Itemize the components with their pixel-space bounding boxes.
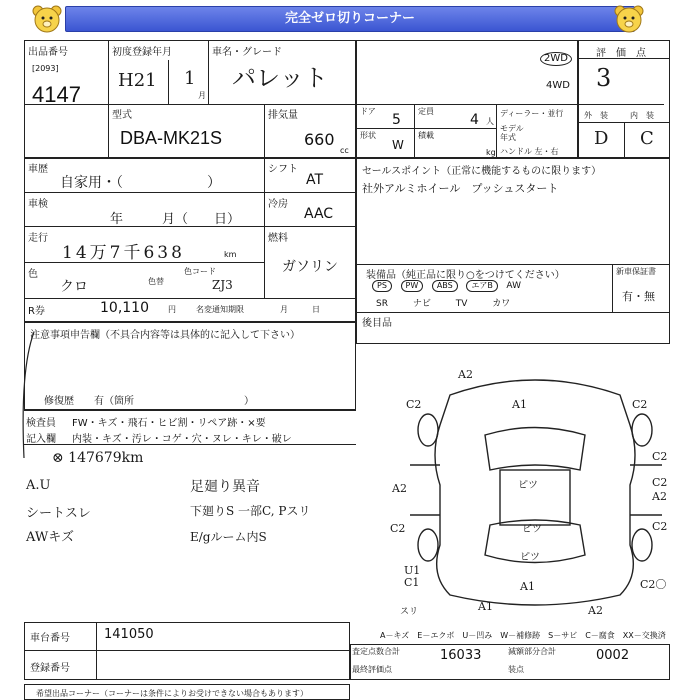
equipment-row-2: SR ナビ TV カワ	[376, 299, 511, 309]
chassis-label: 車台番号	[30, 633, 70, 644]
color-swap-label: 色替	[148, 277, 164, 286]
doors-shape-label: 形状	[360, 131, 376, 140]
type-label: 型式	[112, 110, 132, 121]
registration-label: 初度登録年月	[112, 47, 172, 58]
bear-mascot-icon	[30, 3, 64, 37]
rating-int: C	[640, 128, 654, 149]
model-label: 車名・グレード	[212, 47, 282, 58]
registration-year: H21	[118, 70, 157, 91]
mark-c2-tr: C2	[632, 398, 648, 411]
inspector-label-2: 記入欄	[26, 434, 56, 445]
displacement-label: 排気量	[268, 110, 298, 121]
mark-pitsu-1: ピツ	[518, 480, 538, 491]
valuation-label-3: 最終評価点	[352, 665, 392, 674]
mark-c2-b: C2〇	[640, 578, 667, 591]
warranty-label: 新車保証書	[616, 267, 656, 276]
recycle-notice-label: 名変通知期限	[196, 305, 244, 314]
dealer-handle: ハンドル 左・右	[500, 147, 559, 156]
bear-mascot-icon	[612, 3, 646, 37]
mark-pitsu-2: ピツ	[522, 524, 542, 535]
sales-points-text: 社外アルミホイール プッシュスタート	[362, 182, 559, 195]
mark-a1-top: A1	[512, 398, 527, 411]
warranty-value: 有・無	[622, 290, 655, 303]
aircon-label: 冷房	[268, 199, 288, 210]
lot-number: 4147	[32, 82, 81, 107]
color-label: 色	[28, 269, 38, 280]
registration-month: 1	[184, 68, 196, 89]
inspector-row-2: 内装・キズ・汚レ・コゲ・穴・ヌレ・キレ・破レ	[72, 434, 292, 445]
hw-left-3: AWキズ	[26, 530, 74, 545]
valuation-value-2: 0002	[596, 648, 630, 663]
recycle-value: 10,110	[100, 300, 149, 316]
valuation-label-1: 査定点数合計	[352, 647, 400, 656]
mark-c2-r1: C2	[652, 450, 668, 463]
fuel-label: 燃料	[268, 233, 288, 244]
rating-label: 評 価 点	[596, 48, 646, 59]
inspector-label-1: 検査員	[26, 418, 56, 429]
wish-label: 希望出品コーナー（コーナーは条件によりお受けできない場合もあります）	[36, 689, 308, 698]
shift-label: シフト	[268, 164, 298, 175]
rating-score: 3	[596, 64, 612, 92]
rear-seat-label: 後目品	[362, 318, 392, 329]
displacement-unit: cc	[340, 146, 349, 155]
capacity-label: 定員	[418, 107, 434, 116]
equipment-row-1: PS PW ABS エアB AW	[372, 280, 521, 292]
hw-left-1: A.U	[26, 478, 51, 493]
sales-points-label: セールスポイント（正常に機能するものに限ります）	[362, 166, 602, 177]
hw-bracket	[10, 330, 40, 460]
dealer-label: ディーラー・並行	[500, 109, 564, 118]
mark-a2-left: A2	[392, 482, 407, 495]
mark-a1-b: A1	[520, 580, 535, 593]
capacity-value: 4	[470, 112, 479, 128]
mark-a2-br: A2	[588, 604, 603, 617]
chassis-value: 141050	[104, 627, 154, 642]
history-value: 自家用・（ ）	[60, 175, 221, 191]
valuation-value-1: 16033	[440, 648, 482, 663]
inspection-label: 車検	[28, 199, 48, 210]
color-value: クロ	[60, 279, 88, 295]
inspection-value: 年 月（ 日）	[110, 212, 241, 227]
rating-ext: D	[594, 128, 609, 149]
dealer-model-year: モデル年式	[500, 124, 524, 142]
mileage-unit: km	[224, 250, 237, 259]
hw-odometer: ⊗ 147679km	[52, 450, 144, 466]
recycle-notice-value: 月 日	[280, 305, 320, 314]
hw-right-2: 下廻りS 一部C, Pスリ	[190, 504, 311, 518]
mileage-label: 走行	[28, 233, 48, 244]
doors-label: ドア	[360, 107, 376, 116]
recycle-unit: 円	[168, 305, 176, 314]
legend: A－キズ E－エクボ U－凹み W－補修跡 S－サビ C－腐食 XX－交換済	[380, 631, 666, 640]
rating-ext-label: 外 装	[584, 111, 608, 120]
history-label: 車歴	[28, 164, 48, 175]
color-code-label: 色コード	[184, 267, 216, 276]
mark-a2-r: A2	[652, 490, 667, 503]
equipment-label: 装備品（純正品に限り○をつけてください）	[366, 270, 565, 281]
banner	[0, 0, 700, 38]
displacement-value: 660	[304, 130, 335, 149]
doors-value: 5	[392, 112, 401, 128]
capacity-load-label: 積載	[418, 131, 434, 140]
banner-title: 完全ゼロ切りコーナー	[65, 6, 635, 32]
hw-right-3: E/gルーム内S	[190, 530, 267, 544]
registration-month-unit: 月	[198, 91, 206, 100]
valuation-label-2: 減額部分合計	[508, 647, 556, 656]
notes-label: 注意事項申告欄（不具合内容等は具体的に記入して下さい）	[30, 330, 300, 341]
doors-shape: W	[392, 138, 404, 152]
inspector-row-1: FW・キズ・飛石・ヒビ割・リペア跡・×要	[72, 418, 266, 429]
mark-a1-bl: A1	[478, 600, 493, 613]
hw-right-1: 足廻り異音	[190, 479, 260, 495]
mark-c2-r3: C2	[652, 520, 668, 533]
color-code: ZJ3	[212, 278, 233, 292]
mark-c1-l: C1	[404, 576, 420, 589]
rating-int-label: 内 装	[630, 111, 654, 120]
lot-sub: [2093]	[32, 64, 59, 73]
notes-repair: 修復歴 有（箇所 ）	[44, 396, 254, 407]
shift-value: AT	[306, 172, 324, 188]
capacity-load-unit: kg	[486, 148, 496, 157]
drive-4wd: 4WD	[546, 80, 570, 91]
valuation-label-4: 装点	[508, 665, 524, 674]
hw-left-2: シートスレ	[26, 506, 91, 521]
model-name: パレット	[232, 64, 328, 92]
mark-c2-tl: C2	[406, 398, 422, 411]
reg-number-label: 登録番号	[30, 663, 70, 674]
mark-c2-r2: C2	[652, 476, 668, 489]
fuel-value: ガソリン	[282, 259, 338, 275]
mark-a2-top: A2	[458, 368, 473, 381]
chassis-block	[24, 622, 350, 680]
drive-2wd: 2WD	[540, 52, 572, 66]
mark-suri: スリ	[400, 607, 419, 617]
capacity-unit: 人	[486, 117, 494, 126]
mileage-value: 14万7千638	[62, 243, 185, 263]
mark-c2-l: C2	[390, 522, 406, 535]
aircon-value: AAC	[304, 206, 334, 222]
lot-label: 出品番号	[28, 47, 68, 58]
type-value: DBA-MK21S	[120, 128, 223, 148]
mark-pitsu-3: ピツ	[520, 552, 540, 563]
recycle-label: R券	[28, 306, 45, 317]
mark-u1-l: U1	[404, 564, 421, 577]
